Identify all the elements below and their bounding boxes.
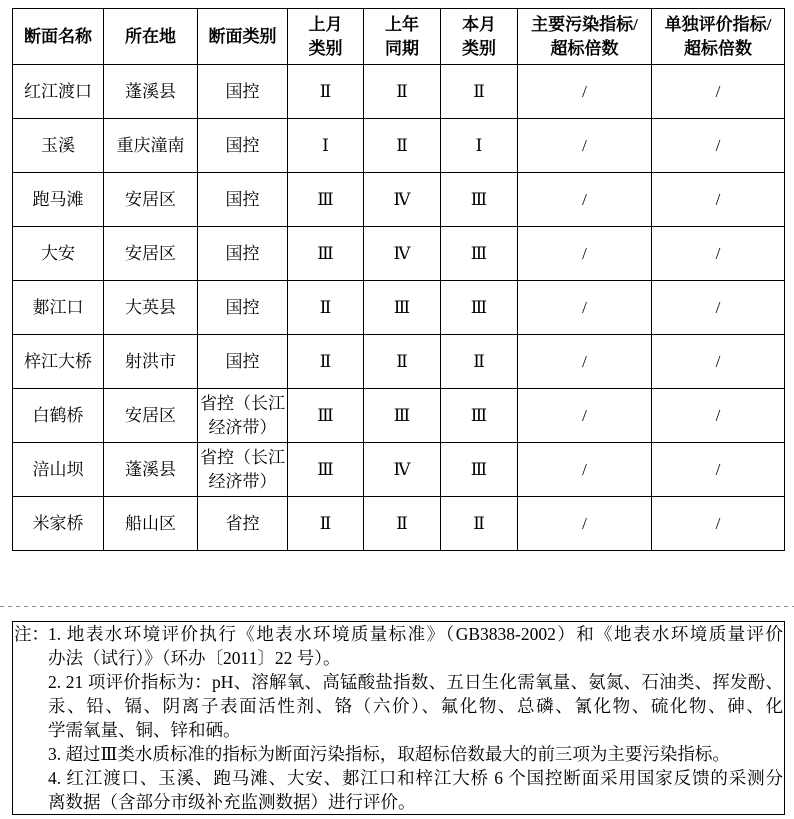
cell-last-year-class: Ⅲ (364, 281, 441, 335)
note-item (48, 622, 783, 670)
cell-last-month-class: Ⅱ (288, 497, 364, 551)
cell-section-type: 国控 (198, 173, 288, 227)
cell-this-month-class: Ⅲ (441, 443, 518, 497)
cell-last-year-class: Ⅳ (364, 443, 441, 497)
cell-last-month-class: Ⅲ (288, 173, 364, 227)
cell-separate-indicator: / (652, 497, 785, 551)
cell-main-pollutant: / (518, 173, 652, 227)
cell-section-name: 梓江大桥 (13, 335, 104, 389)
cell-this-month-class: Ⅲ (441, 227, 518, 281)
cell-separate-indicator: / (652, 65, 785, 119)
cell-last-month-class: Ⅱ (288, 281, 364, 335)
page-break-line (0, 606, 794, 607)
note-line: 离数据（含部分市级补充监测数据）进行评价。 (48, 792, 416, 812)
cell-separate-indicator: / (652, 173, 785, 227)
cell-last-year-class: Ⅱ (364, 65, 441, 119)
cell-this-month-class: Ⅲ (441, 173, 518, 227)
cell-location: 蓬溪县 (104, 443, 198, 497)
cell-separate-indicator: / (652, 335, 785, 389)
cell-this-month-class: Ⅱ (441, 497, 518, 551)
note-line: 汞、铅、镉、阴离子表面活性剂、铬（六价）、氟化物、总磷、氰化物、硫化物、砷、化 (48, 696, 783, 716)
header-last-year-class: 上年 同期 (364, 9, 441, 65)
cell-last-year-class: Ⅱ (364, 497, 441, 551)
note-item (48, 742, 783, 766)
cell-section-name: 玉溪 (13, 119, 104, 173)
cell-main-pollutant: / (518, 65, 652, 119)
cell-location: 大英县 (104, 281, 198, 335)
header-this-month-class: 本月 类别 (441, 9, 518, 65)
cell-section-type: 国控 (198, 227, 288, 281)
cell-last-year-class: Ⅳ (364, 227, 441, 281)
cell-section-type: 国控 (198, 119, 288, 173)
cell-last-year-class: Ⅳ (364, 173, 441, 227)
cell-this-month-class: Ⅱ (441, 65, 518, 119)
header-separate-indicator: 单独评价指标/ 超标倍数 (652, 9, 785, 65)
cell-main-pollutant: / (518, 335, 652, 389)
cell-main-pollutant: / (518, 443, 652, 497)
cell-last-month-class: Ⅲ (288, 227, 364, 281)
cell-main-pollutant: / (518, 389, 652, 443)
cell-last-year-class: Ⅱ (364, 335, 441, 389)
cell-main-pollutant: / (518, 227, 652, 281)
note-line: 3. 超过Ⅲ类水质标准的指标为断面污染指标，取超标倍数最大的前三项为主要污染指标。 (48, 744, 730, 764)
cell-section-name: 大安 (13, 227, 104, 281)
cell-location: 重庆潼南 (104, 119, 198, 173)
cell-section-type: 省控（长江经济带） (198, 389, 288, 443)
cell-location: 射洪市 (104, 335, 198, 389)
note-line: 办法（试行）》（环办〔2011〕22 号）。 (48, 648, 341, 668)
cell-separate-indicator: / (652, 389, 785, 443)
note-line: 1. 地表水环境评价执行《地表水环境质量标准》（GB3838-2002）和《地表水环境质量评价 (48, 624, 783, 644)
cell-section-name: 郪江口 (13, 281, 104, 335)
cell-section-type: 省控（长江经济带） (198, 443, 288, 497)
notes-label: 注： (14, 624, 49, 644)
cell-last-month-class: Ⅱ (288, 65, 364, 119)
cell-last-month-class: Ⅰ (288, 119, 364, 173)
header-last-month-class: 上月 类别 (288, 9, 364, 65)
cell-section-name: 跑马滩 (13, 173, 104, 227)
cell-location: 安居区 (104, 173, 198, 227)
cell-separate-indicator: / (652, 227, 785, 281)
cell-separate-indicator: / (652, 119, 785, 173)
cell-section-name: 红江渡口 (13, 65, 104, 119)
notes-body (48, 622, 783, 814)
cell-last-year-class: Ⅱ (364, 119, 441, 173)
note-line: 4. 红江渡口、玉溪、跑马滩、大安、郪江口和梓江大桥 6 个国控断面采用国家反馈的采测分 (48, 768, 783, 788)
note-line: 学需氧量、铜、锌和硒。 (48, 720, 241, 740)
header-main-pollutant: 主要污染指标/ 超标倍数 (518, 9, 652, 65)
cell-main-pollutant: / (518, 497, 652, 551)
notes-box (12, 621, 785, 815)
cell-this-month-class: Ⅲ (441, 281, 518, 335)
note-item (48, 766, 783, 814)
cell-section-type: 省控 (198, 497, 288, 551)
cell-section-type: 国控 (198, 335, 288, 389)
cell-location: 蓬溪县 (104, 65, 198, 119)
water-quality-table (12, 8, 785, 551)
note-item (48, 670, 783, 742)
header-section-type: 断面类别 (198, 9, 288, 65)
cell-main-pollutant: / (518, 281, 652, 335)
cell-this-month-class: Ⅲ (441, 389, 518, 443)
cell-section-name: 涪山坝 (13, 443, 104, 497)
cell-main-pollutant: / (518, 119, 652, 173)
cell-location: 安居区 (104, 389, 198, 443)
cell-last-month-class: Ⅲ (288, 443, 364, 497)
cell-last-month-class: Ⅱ (288, 335, 364, 389)
cell-location: 安居区 (104, 227, 198, 281)
cell-separate-indicator: / (652, 281, 785, 335)
cell-last-year-class: Ⅲ (364, 389, 441, 443)
header-location: 所在地 (104, 9, 198, 65)
cell-this-month-class: Ⅰ (441, 119, 518, 173)
cell-separate-indicator: / (652, 443, 785, 497)
note-line: 2. 21 项评价指标为：pH、溶解氧、高锰酸盐指数、五日生化需氧量、氨氮、石油类、挥发酚、 (48, 672, 783, 692)
cell-last-month-class: Ⅲ (288, 389, 364, 443)
cell-this-month-class: Ⅱ (441, 335, 518, 389)
cell-section-type: 国控 (198, 281, 288, 335)
cell-section-name: 米家桥 (13, 497, 104, 551)
header-section-name: 断面名称 (13, 9, 104, 65)
cell-location: 船山区 (104, 497, 198, 551)
cell-section-type: 国控 (198, 65, 288, 119)
cell-section-name: 白鹤桥 (13, 389, 104, 443)
